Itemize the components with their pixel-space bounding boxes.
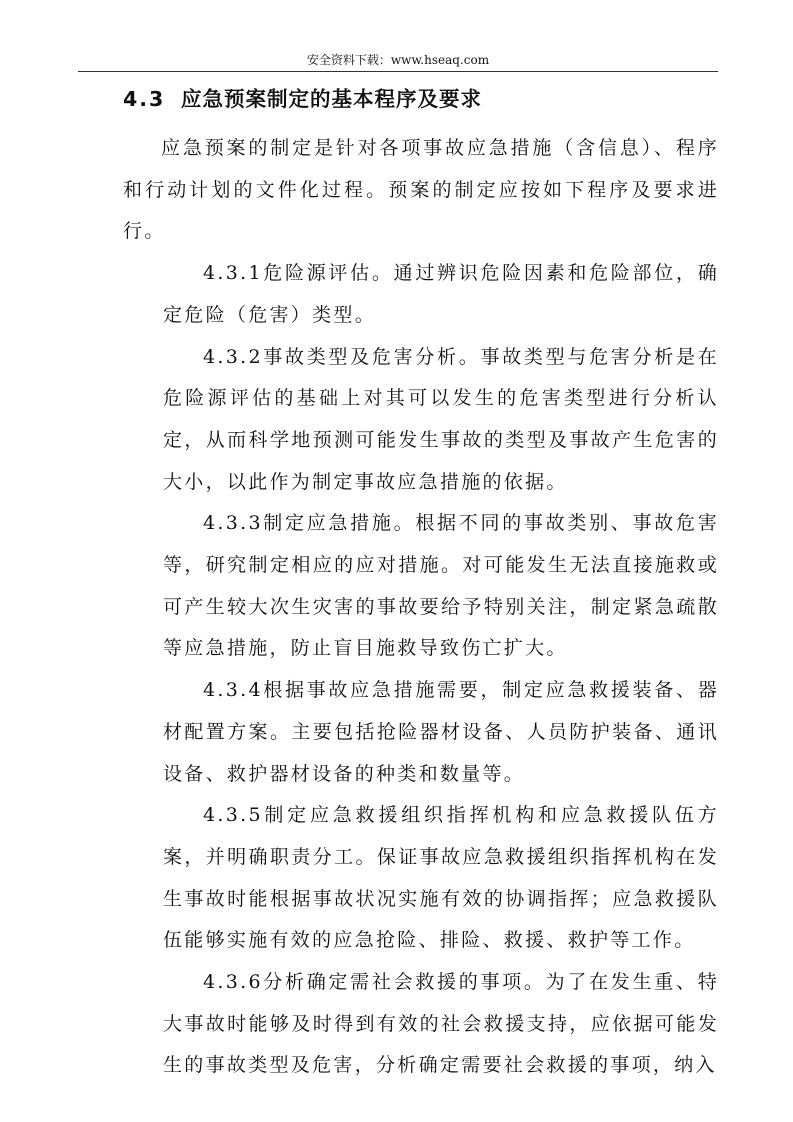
intro-paragraph: 应急预案的制定是针对各项事故应急措施（含信息）、程序和行动计划的文件化过程。预案的制定应按如下程序及要求进行。 <box>123 137 719 243</box>
procedure-list <box>123 253 719 1087</box>
header-divider <box>78 71 718 72</box>
procedure-item-4-3-4: 4.3.4根据事故应急措施需要，制定应急救援装备、器材配置方案。主要包括抢险器材设备、人员防护装备、通讯设备、救护器材设备的种类和数量等。 <box>163 679 719 785</box>
section-body <box>123 128 719 1087</box>
procedure-item-4-3-5: 4.3.5制定应急救援组织指挥机构和应急救援队伍方案，并明确职责分工。保证事故应急救援组织指挥机构在发生事故时能根据事故状况实施有效的协调指挥；应急救援队伍能够实施有效的应急抢险、排险、救援、救护等工作。 <box>163 804 719 952</box>
section-number: 4.3 <box>123 87 166 111</box>
section-title: 应急预案制定的基本程序及要求 <box>181 87 482 111</box>
page-header: 安全资料下载：www.hseaq.com <box>306 53 490 67</box>
procedure-item-4-3-6: 4.3.6分析确定需社会救援的事项。为了在发生重、特大事故时能够及时得到有效的社会救援支持，应依据可能发生的事故类型及危害，分析确定需要社会救援的事项，纳入 <box>163 971 719 1077</box>
procedure-item-4-3-3: 4.3.3制定应急措施。根据不同的事故类别、事故危害等，研究制定相应的应对措施。对可能发生无法直接施救或可产生较大次生灾害的事故要给予特别关注，制定紧急疏散等应急措施，防止盲目施救导致伤亡扩大。 <box>163 512 719 660</box>
procedure-item-4-3-2: 4.3.2事故类型及危害分析。事故类型与危害分析是在危险源评估的基础上对其可以发生的危害类型进行分析认定，从而科学地预测可能发生事故的类型及事故产生危害的大小，以此作为制定事故应急措施的依据。 <box>163 345 719 493</box>
procedure-item-4-3-1: 4.3.1危险源评估。通过辨识危险因素和危险部位，确定危险（危害）类型。 <box>163 262 719 326</box>
section-heading <box>123 84 482 114</box>
